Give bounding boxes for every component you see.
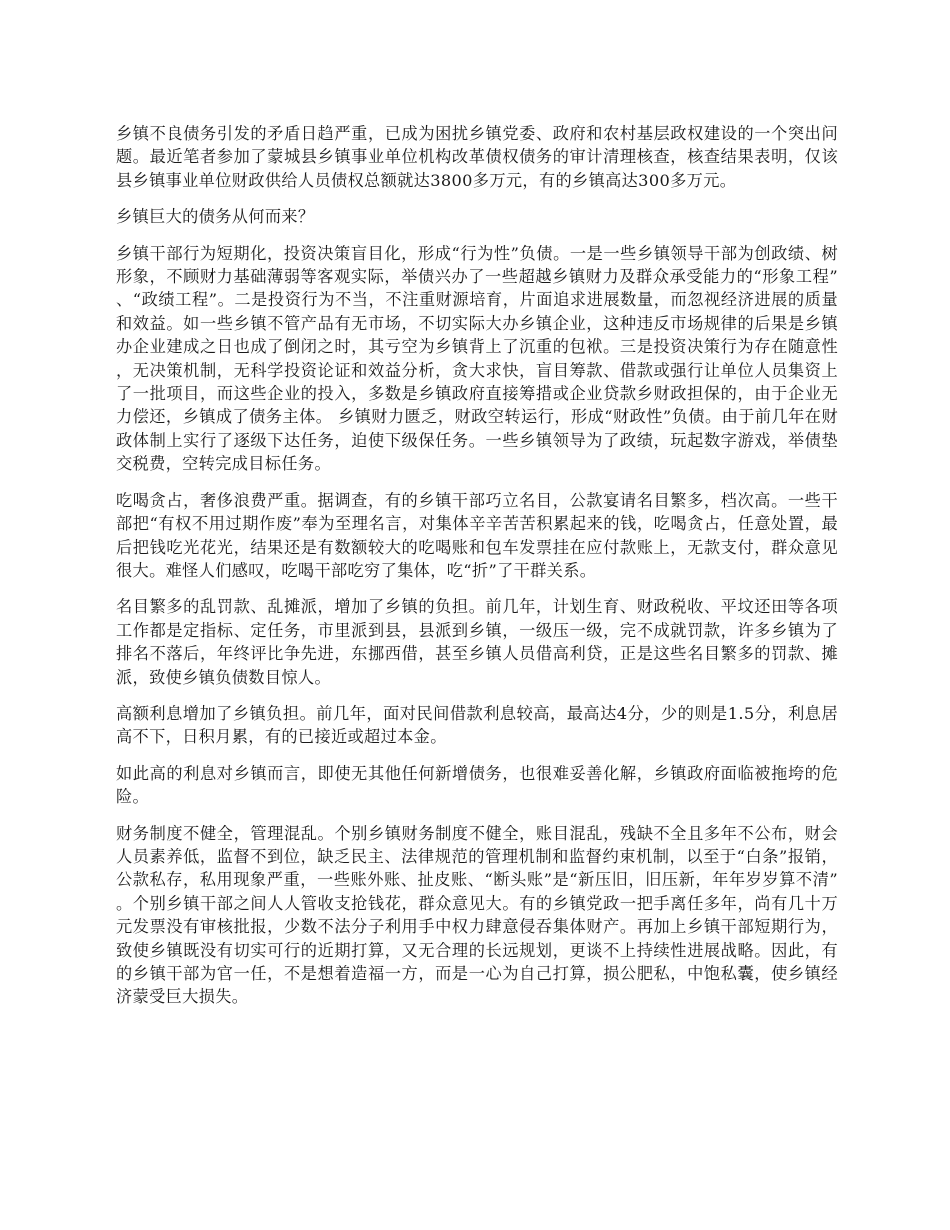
paragraph-fines-levies: 名目繁多的乱罚款、乱摊派，增加了乡镇的负担。前几年，计划生育、财政税收、平坟还田等各项工作都是定指标、定任务，市里派到县，县派到乡镇，一级压一级，完不成就罚款，许多乡镇为了排名不落后，年终评比争先进，东挪西借，甚至乡镇人员借高利贷，正是这些名目繁多的罚款、摊派，致使乡镇负债数目惊人。	[116, 597, 838, 687]
paragraph-high-interest: 高额利息增加了乡镇负担。前几年，面对民间借款利息较高，最高达4分，少的则是1.5分，利息居高不下，日积月累，有的已接近或超过本金。	[116, 703, 838, 747]
document-body	[116, 122, 838, 1022]
paragraph-behavioral-debt: 乡镇干部行为短期化，投资决策盲目化，形成“行为性”负债。一是一些乡镇领导干部为创政绩、树形象，不顾财力基础薄弱等客观实际，举债兴办了一些超越乡镇财力及群众承受能力的“形象工程”、“政绩工程”。二是投资行为不当，不注重财源培育，片面追求进展数量，而忽视经济进展的质量和效益。如一些乡镇不管产品有无市场，不切实际大办乡镇企业，这种违反市场规律的后果是乡镇办企业建成之日也成了倒闭之时，其亏空为乡镇背上了沉重的包袱。三是投资决策行为存在随意性，无决策机制，无科学投资论证和效益分析，贪大求快，盲目筹款、借款或强行让单位人员集资上了一批项目，而这些企业的投入，多数是乡镇政府直接筹措或企业贷款乡财政担保的，由于企业无力偿还，乡镇成了债务主体。 乡镇财力匮乏，财政空转运行，形成“财政性”负债。由于前几年在财政体制上实行了逐级下达任务，迫使下级保任务。一些乡镇领导为了政绩，玩起数字游戏，举债垫交税费，空转完成目标任务。	[116, 243, 838, 474]
paragraph-intro: 乡镇不良债务引发的矛盾日趋严重，已成为困扰乡镇党委、政府和农村基层政权建设的一个突出问题。最近笔者参加了蒙城县乡镇事业单位机构改革债权债务的审计清理核查，核查结果表明，仅该县乡镇事业单位财政供给人员债权总额就达3800多万元，有的乡镇高达300多万元。	[116, 124, 838, 190]
paragraph-extravagance: 吃喝贪占，奢侈浪费严重。据调查，有的乡镇干部巧立名目，公款宴请名目繁多，档次高。一些干部把“有权不用过期作废”奉为至理名言，对集体辛辛苦苦积累起来的钱，吃喝贪占，任意处置，最后把钱吃光花光，结果还是有数额较大的吃喝账和包车发票挂在应付款账上，无款支付，群众意见很大。难怪人们感叹，吃喝干部吃穷了集体，吃“折”了干群关系。	[116, 490, 838, 580]
paragraph-interest-risk: 如此高的利息对乡镇而言，即使无其他任何新增债务，也很难妥善化解，乡镇政府面临被拖垮的危险。	[116, 763, 838, 807]
paragraph-financial-management: 财务制度不健全，管理混乱。个别乡镇财务制度不健全，账目混乱，残缺不全且多年不公布，财会人员素养低，监督不到位，缺乏民主、法律规范的管理机制和监督约束机制，以至于“白条”报销，公款私存，私用现象严重，一些账外账、扯皮账、“断头账”是“新压旧，旧压新，年年岁岁算不清”。个别乡镇干部之间人人管收支抢钱花，群众意见大。有的乡镇党政一把手离任多年，尚有几十万元发票没有审核批报，少数不法分子利用手中权力肆意侵吞集体财产。再加上乡镇干部短期行为，致使乡镇既没有切实可行的近期打算，又无合理的长远规划，更谈不上持续性进展战略。因此，有的乡镇干部为官一任，不是想着造福一方，而是一心为自己打算，损公肥私，中饱私囊，使乡镇经济蒙受巨大损失。	[116, 823, 838, 1007]
paragraph-question: 乡镇巨大的债务从何而来？	[116, 207, 315, 227]
